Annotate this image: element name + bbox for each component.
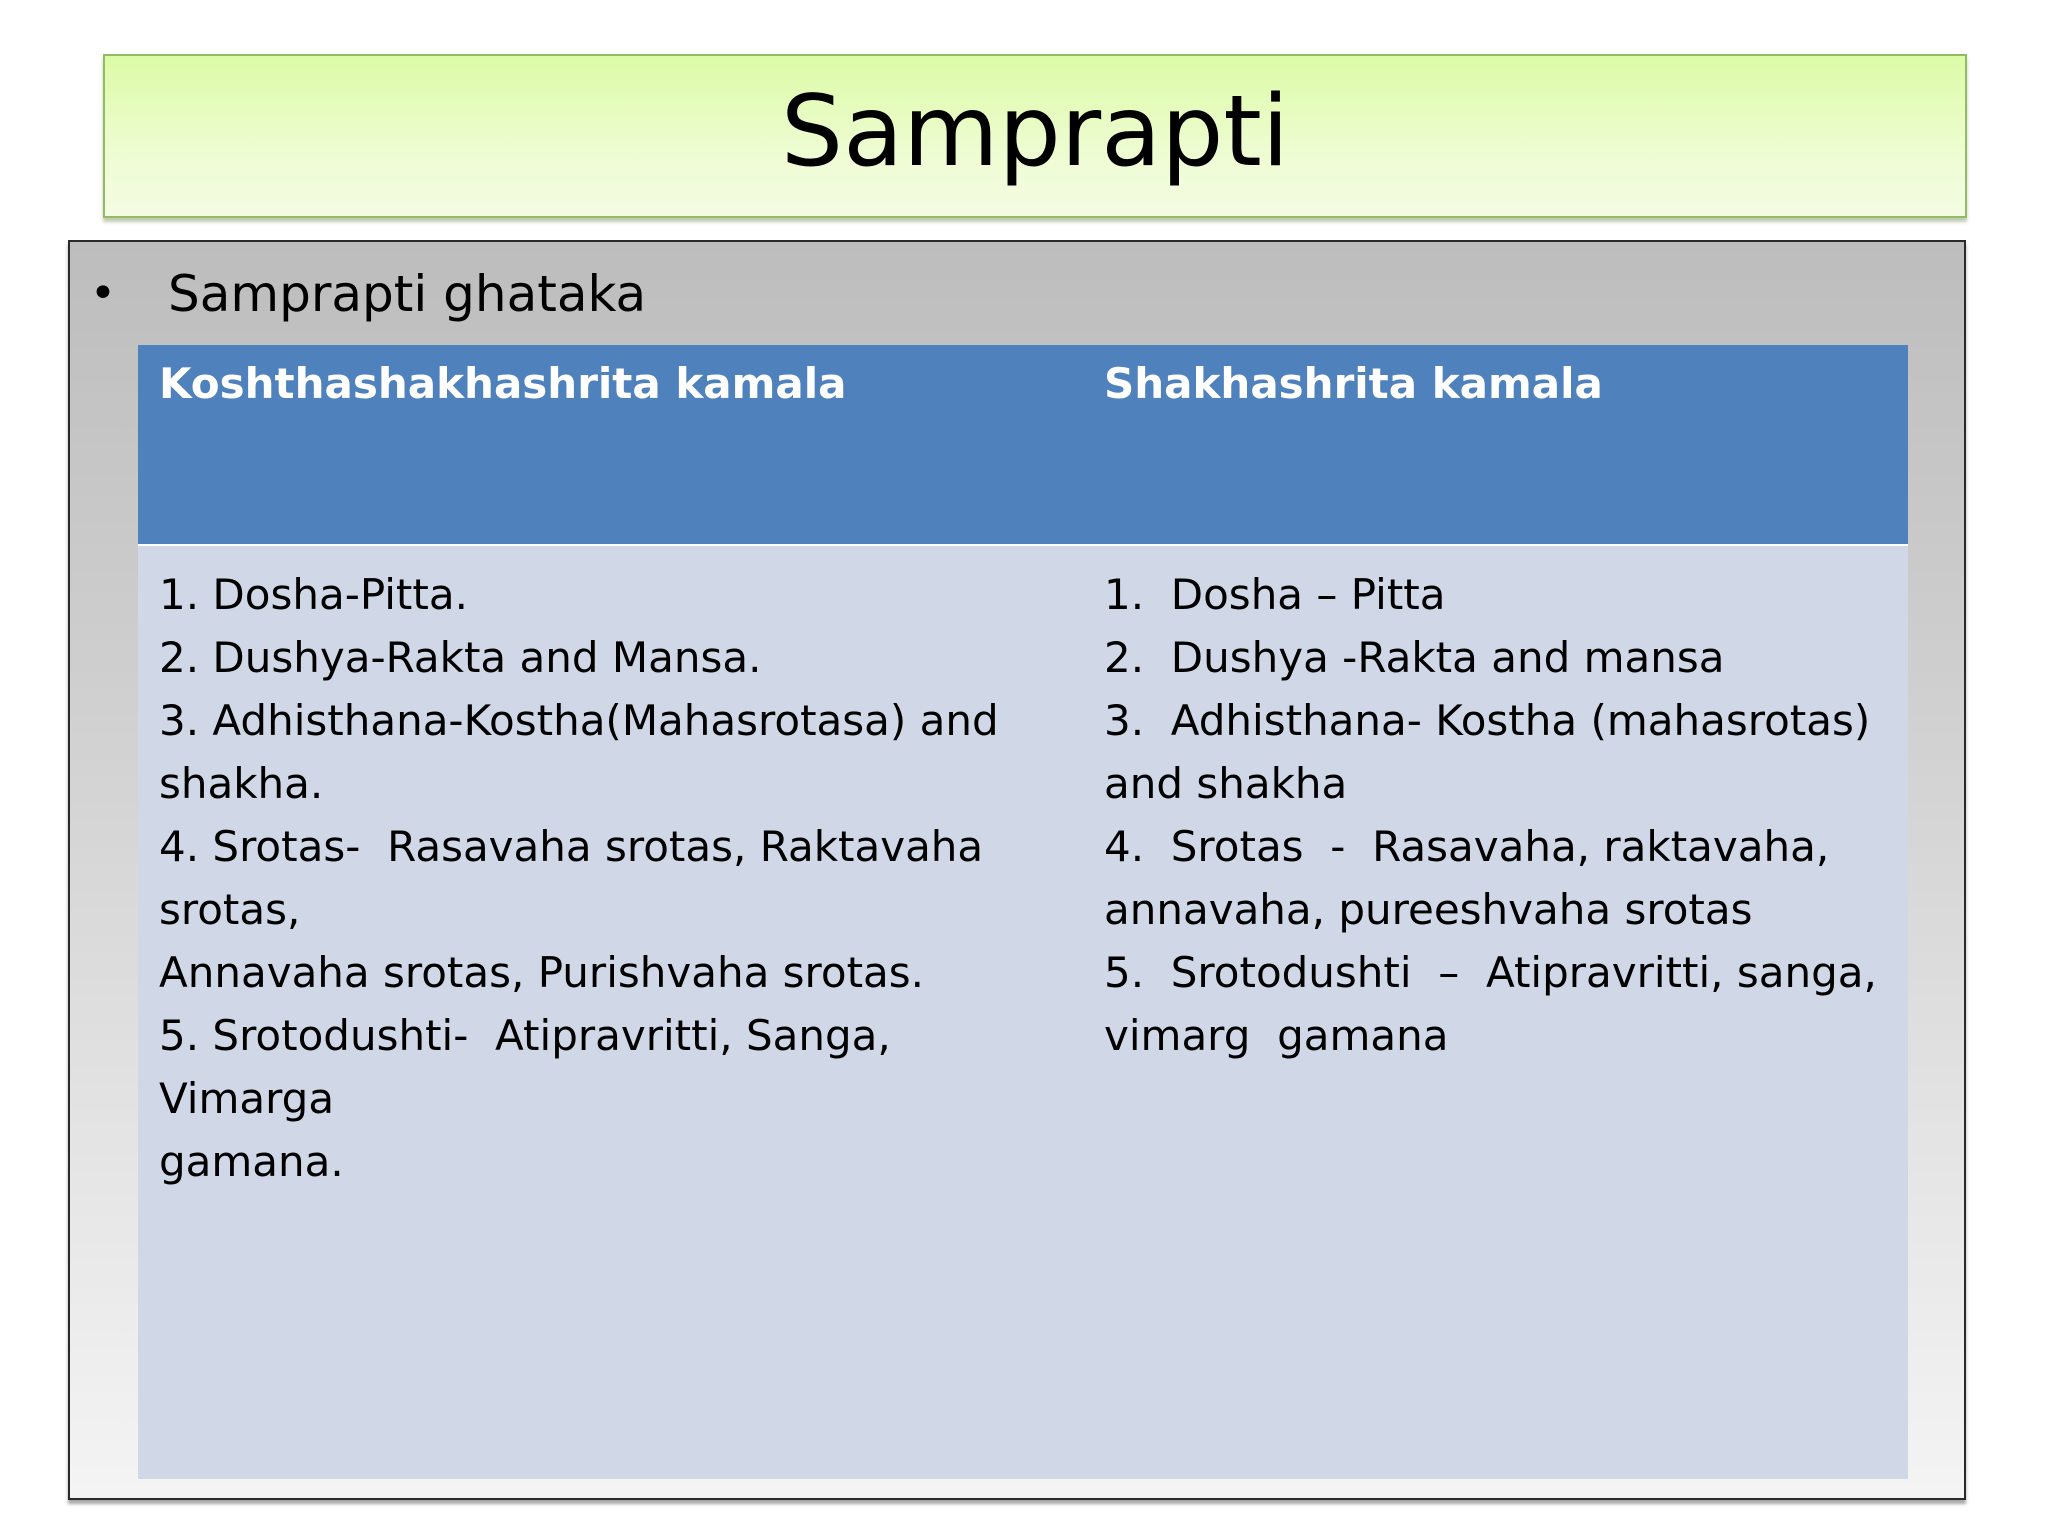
cell-line: 1. Dosha-Pitta. [159,570,468,619]
slide-title: Samprapti [780,75,1290,189]
cell-line: 4. Srotas- Rasavaha srotas, Raktavaha [159,822,984,871]
cell-line: annavaha, pureeshvaha srotas [1104,885,1753,934]
samprapti-table [138,345,1908,1479]
cell-line: 3. Adhisthana- Kostha (mahasrotas) [1104,696,1871,745]
cell-line: srotas, [159,885,301,934]
cell-line: 5. Srotodushti – Atipravritti, sanga, [1104,948,1877,997]
title-banner [103,54,1967,218]
bullet-item [90,264,646,324]
cell-line: 1. Dosha – Pitta [1104,570,1446,619]
cell-line: 4. Srotas - Rasavaha, raktavaha, [1104,822,1830,871]
header-cell-shakhashrita: Shakhashrita kamala [1104,359,1603,408]
cell-line: 5. Srotodushti- Atipravritti, Sanga, [159,1011,891,1060]
table-cell-left [159,563,1059,1193]
cell-line: 2. Dushya-Rakta and Mansa. [159,633,762,682]
table-cell-right [1104,563,1894,1067]
bullet-icon: • [90,268,116,319]
cell-line: gamana. [159,1137,344,1186]
header-cell-koshthashakhashrita: Koshthashakhashrita kamala [159,359,847,408]
table-header-row [138,345,1908,546]
content-panel [68,240,1966,1500]
cell-line: Annavaha srotas, Purishvaha srotas. [159,948,925,997]
cell-line: 3. Adhisthana-Kostha(Mahasrotasa) and [159,696,999,745]
cell-line: 2. Dushya -Rakta and mansa [1104,633,1725,682]
cell-line: and shakha [1104,759,1348,808]
cell-line: shakha. [159,759,324,808]
bullet-text: Samprapti ghataka [168,265,647,323]
cell-line: vimarg gamana [1104,1011,1449,1060]
cell-line: Vimarga [159,1074,335,1123]
